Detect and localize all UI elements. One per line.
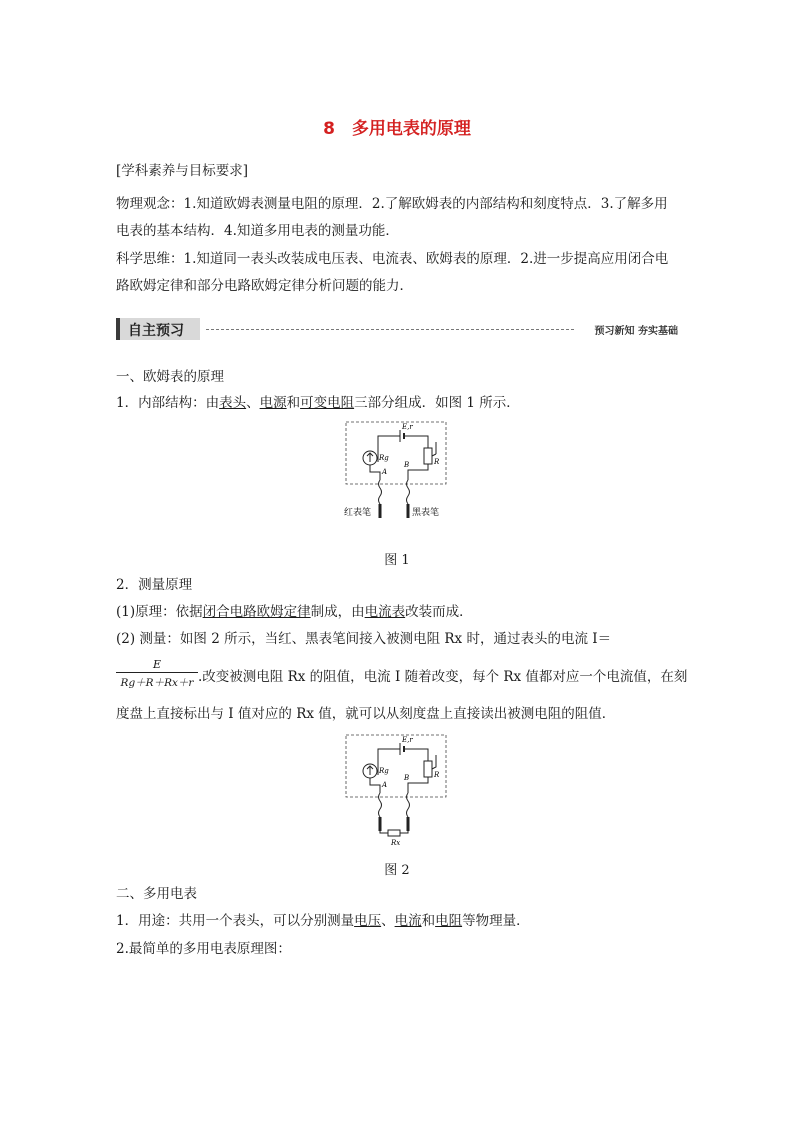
label-rg: Rg bbox=[379, 767, 389, 775]
part1-p2-line2: .改变被测电阻 Rx 的阻值，电流 I 随着改变，每个 Rx 值都对应一个电流值，在刻 bbox=[198, 669, 688, 685]
blank-answer: 可变电阻 bbox=[300, 395, 355, 411]
part1-p1 bbox=[116, 603, 473, 621]
objectives-line-4: 路欧姆定律和部分电路欧姆定律分析问题的能力． bbox=[116, 278, 413, 294]
text: 1．内部结构：由 bbox=[116, 395, 220, 411]
text: 、 bbox=[246, 395, 260, 411]
text: 三部分组成．如图 1 所示． bbox=[354, 395, 520, 411]
objectives-line-3: 科学思维：1.知道同一表头改装成电压表、电流表、欧姆表的原理．2.进一步提高应用闭合电 bbox=[116, 251, 669, 267]
label-e: E,r bbox=[402, 736, 413, 744]
label-b: B bbox=[404, 461, 410, 469]
label-rx: Rx bbox=[391, 839, 401, 847]
part1-p2-line1: (2) 测量：如图 2 所示，当红、黑表笔间接入被测电阻 Rx 时，通过表头的电流 I＝ bbox=[116, 631, 612, 647]
blank-answer: 电压 bbox=[354, 913, 382, 929]
objectives-heading: [学科素养与目标要求] bbox=[116, 163, 249, 179]
objectives-line-1: 物理观念：1.知道欧姆表测量电阻的原理．2.了解欧姆表的内部结构和刻度特点．3.了解多用 bbox=[116, 196, 668, 212]
blank-answer: 表头 bbox=[219, 395, 247, 411]
part1-p2-line3: 度盘上直接标出与 I 值对应的 Rx 值，就可以从刻度盘上直接读出被测电阻的阻值． bbox=[116, 706, 616, 722]
blank-answer: 电流 bbox=[394, 913, 422, 929]
part1-item2: 2．测量原理 bbox=[116, 577, 193, 593]
label-r: R bbox=[434, 458, 440, 466]
text: 和 bbox=[421, 913, 436, 929]
current-formula bbox=[116, 658, 198, 690]
text: 、 bbox=[381, 913, 395, 929]
label-black-probe: 黑表笔 bbox=[412, 508, 440, 518]
label-e: E,r bbox=[402, 423, 413, 431]
part2-item1 bbox=[116, 912, 530, 930]
formula-numerator: E bbox=[116, 658, 198, 673]
text: (1)原理：依据 bbox=[116, 604, 203, 620]
page-title: 8 多用电表的原理 bbox=[323, 119, 471, 139]
blank-answer: 闭合电路欧姆定律 bbox=[202, 604, 311, 620]
label-a: A bbox=[382, 468, 388, 476]
label-a: A bbox=[382, 781, 388, 789]
section-bar bbox=[116, 318, 678, 340]
figure-2-circuit bbox=[340, 731, 452, 849]
section-bar-right: 预习新知 夯实基础 bbox=[594, 326, 678, 337]
figure-1-circuit bbox=[340, 418, 452, 528]
section-bar-divider bbox=[206, 329, 574, 330]
part1-heading: 一、欧姆表的原理 bbox=[116, 369, 224, 385]
figure-2-caption: 图 2 bbox=[384, 863, 410, 878]
section-bar-label: 自主预习 bbox=[128, 323, 184, 339]
text: 等物理量． bbox=[462, 913, 530, 929]
figure-1-caption: 图 1 bbox=[384, 553, 410, 568]
part1-item1 bbox=[116, 394, 520, 412]
objectives-line-2: 电表的基本结构．4.知道多用电表的测量功能． bbox=[116, 223, 399, 239]
formula-denominator: Rg＋R＋Rx＋r bbox=[120, 677, 194, 689]
text: 制成，由 bbox=[310, 604, 365, 620]
label-b: B bbox=[404, 774, 410, 782]
text: 改装而成． bbox=[405, 604, 473, 620]
label-rg: Rg bbox=[379, 454, 389, 462]
text: 和 bbox=[286, 395, 301, 411]
text: 1．用途：共用一个表头，可以分别测量 bbox=[116, 913, 355, 929]
part2-heading: 二、多用电表 bbox=[116, 886, 197, 902]
blank-answer: 电流表 bbox=[364, 604, 406, 620]
blank-answer: 电阻 bbox=[435, 913, 463, 929]
label-red-probe: 红表笔 bbox=[344, 508, 372, 518]
blank-answer: 电源 bbox=[259, 395, 287, 411]
label-r: R bbox=[434, 771, 440, 779]
part2-item2: 2.最简单的多用电表原理图： bbox=[116, 941, 291, 957]
